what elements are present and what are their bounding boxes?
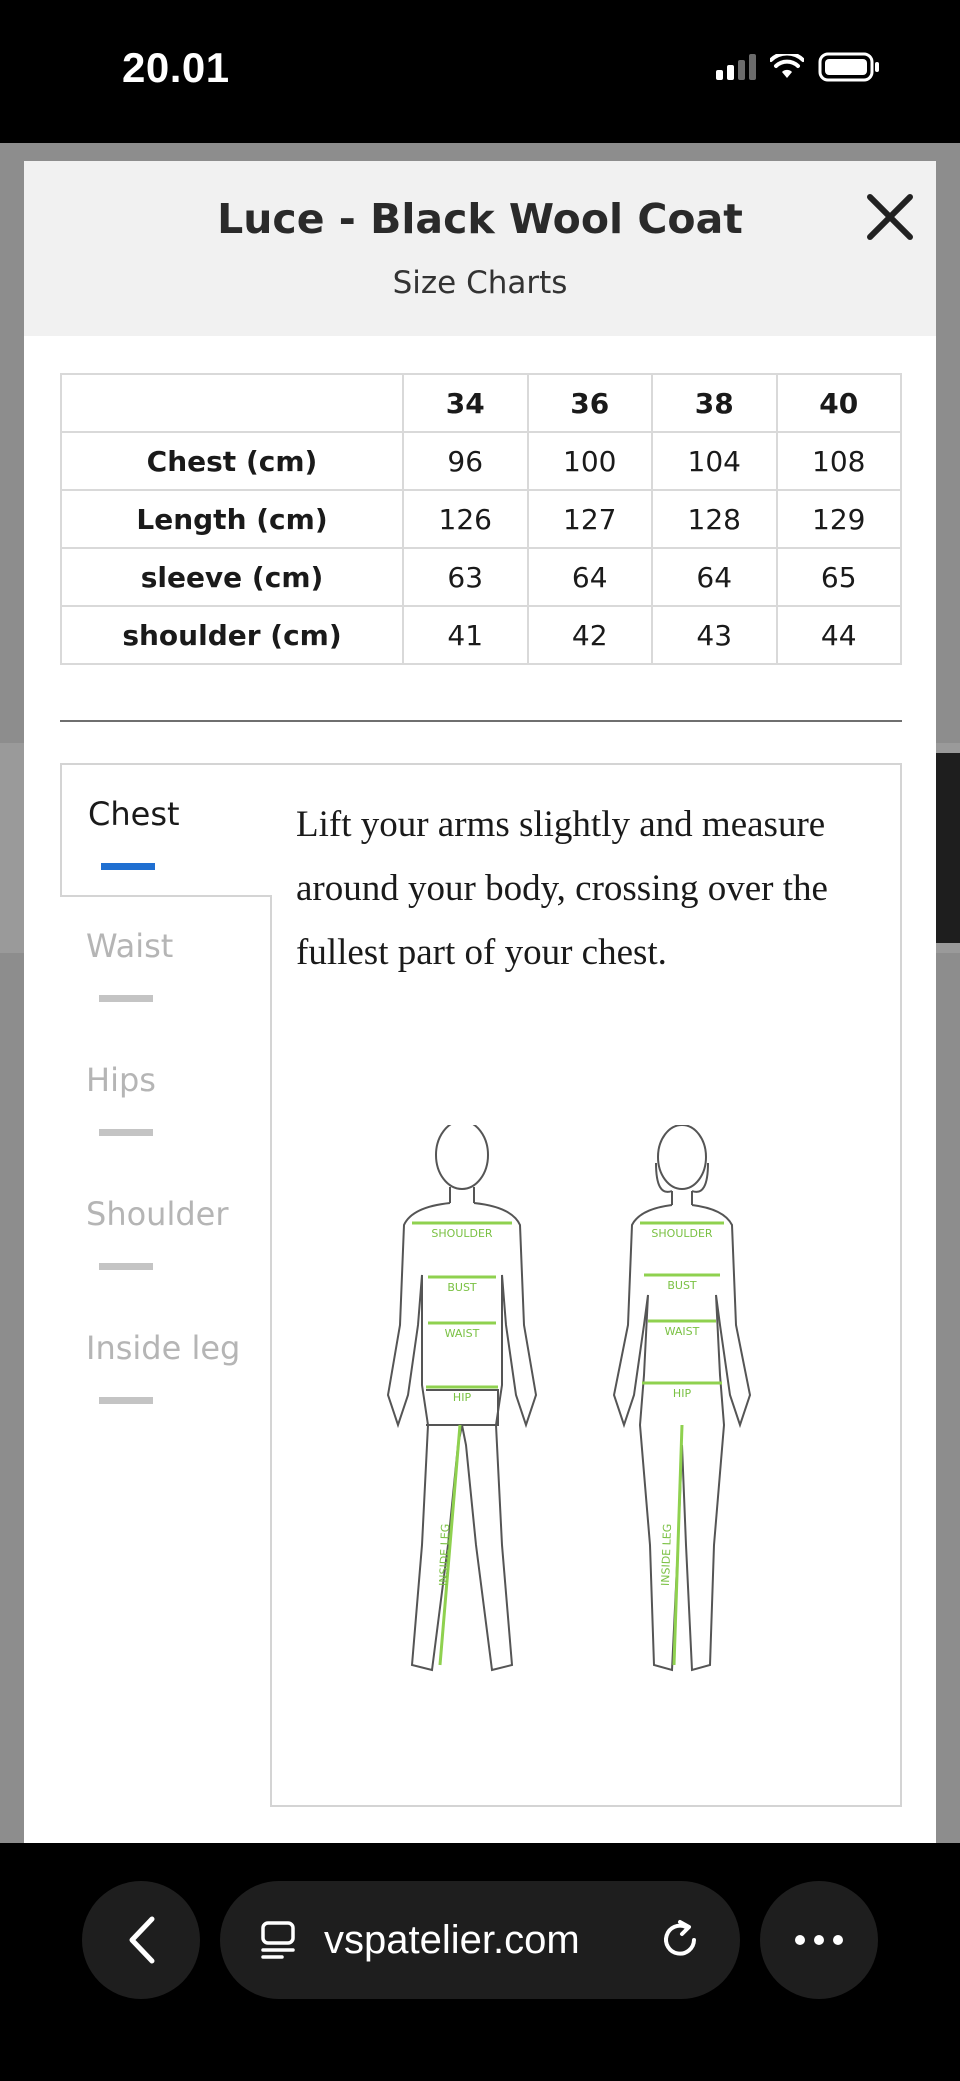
tab-chest[interactable] (60, 763, 272, 897)
table-cell: 64 (652, 548, 777, 606)
table-cell: 126 (403, 490, 528, 548)
background-model-image (934, 753, 960, 943)
tab-label: Shoulder (86, 1195, 229, 1233)
diagram-label-bust: BUST (667, 1279, 697, 1292)
tab-label: Inside leg (86, 1329, 241, 1367)
more-options-button[interactable] (760, 1881, 878, 1999)
tab-inside-leg[interactable] (60, 1299, 272, 1433)
tab-indicator (101, 863, 155, 870)
table-cell: 41 (403, 606, 528, 664)
diagram-label-shoulder: SHOULDER (431, 1227, 493, 1240)
table-cell: 43 (652, 606, 777, 664)
row-label: Length (cm) (61, 490, 403, 548)
measurement-content (270, 763, 902, 1807)
diagram-label-bust: BUST (447, 1281, 477, 1294)
table-cell: 100 (528, 432, 653, 490)
table-row (61, 432, 901, 490)
diagram-label-waist: WAIST (444, 1327, 480, 1340)
table-row (61, 490, 901, 548)
tab-label: Waist (86, 927, 174, 965)
status-bar (0, 0, 960, 143)
reload-icon[interactable] (658, 1918, 702, 1962)
tab-overview-icon (260, 1920, 296, 1960)
size-header: 38 (652, 374, 777, 432)
table-row (61, 606, 901, 664)
diagram-label-shoulder: SHOULDER (651, 1227, 713, 1240)
battery-icon (818, 52, 880, 82)
measurement-guide (60, 763, 902, 1807)
modal-title: Luce - Black Wool Coat (217, 195, 743, 243)
diagram-label-hip: HIP (452, 1391, 472, 1404)
size-header: 34 (403, 374, 528, 432)
tab-hips[interactable] (60, 1031, 272, 1165)
chevron-left-icon (124, 1915, 158, 1965)
row-label: shoulder (cm) (61, 606, 403, 664)
table-cell: 65 (777, 548, 902, 606)
ellipsis-icon (794, 1934, 844, 1946)
browser-toolbar (0, 1843, 960, 2081)
tab-label: Chest (88, 795, 180, 833)
tab-indicator (99, 1397, 153, 1404)
size-chart-modal (24, 161, 936, 1843)
table-cell: 128 (652, 490, 777, 548)
measurement-tabs (60, 763, 272, 1433)
diagram-label-waist: WAIST (664, 1325, 700, 1338)
size-table (60, 373, 902, 665)
row-label: sleeve (cm) (61, 548, 403, 606)
wifi-icon (770, 54, 804, 80)
body-measurement-diagram (352, 1125, 792, 1705)
modal-header (24, 161, 936, 336)
tab-waist[interactable] (60, 897, 272, 1031)
diagram-label-inside-leg: INSIDE LEG (658, 1523, 675, 1587)
size-header: 40 (777, 374, 902, 432)
table-corner-cell (61, 374, 403, 432)
tab-indicator (99, 1129, 153, 1136)
status-time: 20.01 (122, 44, 230, 91)
row-label: Chest (cm) (61, 432, 403, 490)
url-text: vspatelier.com (324, 1917, 580, 1962)
table-cell: 96 (403, 432, 528, 490)
measurement-instruction: Lift your arms slightly and measure around your body, crossing over the fullest part of your chest. (296, 804, 828, 973)
tab-shoulder[interactable] (60, 1165, 272, 1299)
address-bar[interactable] (220, 1881, 740, 1999)
tab-indicator (99, 995, 153, 1002)
table-row (61, 548, 901, 606)
table-cell: 63 (403, 548, 528, 606)
diagram-label-inside-leg: INSIDE LEG (436, 1523, 453, 1587)
table-cell: 64 (528, 548, 653, 606)
table-cell: 129 (777, 490, 902, 548)
diagram-label-hip: HIP (672, 1387, 692, 1400)
close-icon[interactable] (864, 191, 916, 243)
table-cell: 108 (777, 432, 902, 490)
tab-indicator (99, 1263, 153, 1270)
table-cell: 127 (528, 490, 653, 548)
size-header: 36 (528, 374, 653, 432)
modal-subtitle: Size Charts (392, 265, 568, 301)
tab-label: Hips (86, 1061, 156, 1099)
cellular-signal-icon (716, 54, 756, 80)
size-header-row (61, 374, 901, 432)
status-icons (716, 52, 880, 82)
table-cell: 44 (777, 606, 902, 664)
divider (60, 720, 902, 722)
table-cell: 104 (652, 432, 777, 490)
table-cell: 42 (528, 606, 653, 664)
back-button[interactable] (82, 1881, 200, 1999)
